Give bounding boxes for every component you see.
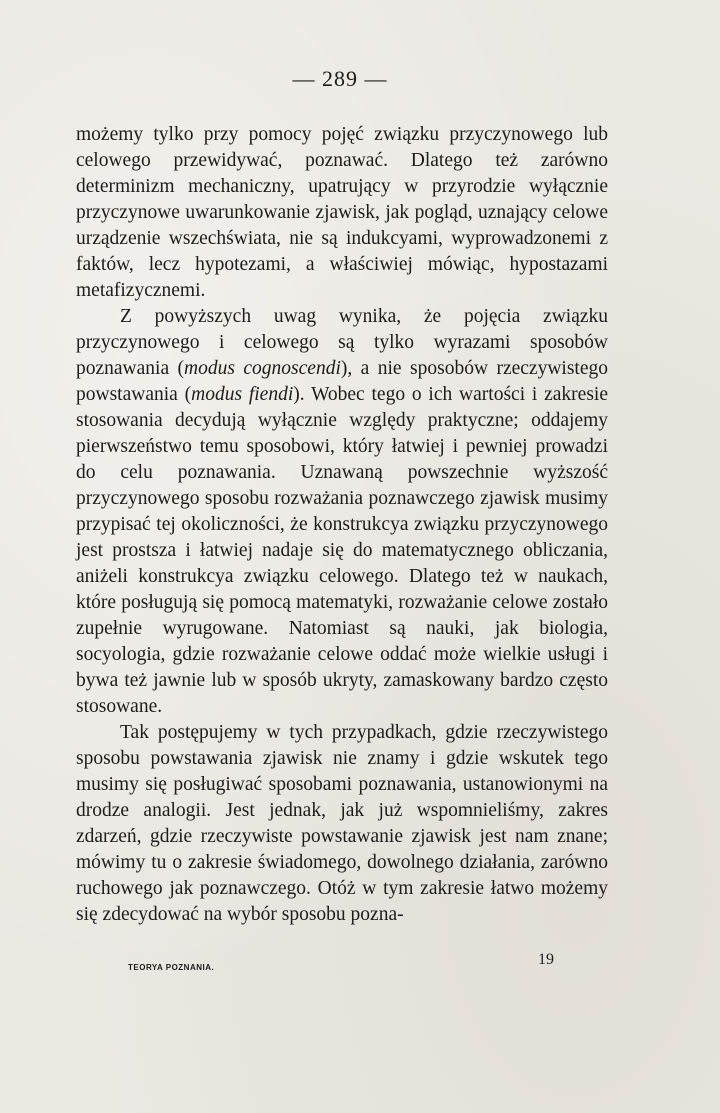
page-number: — 289 — [292, 66, 388, 91]
paragraph-2-part-3: ). Wobec tego o ich wartości i zakresie stosowania decydują wyłącznie względy praktyczne; oddajemy pierwszeństwo temu sposobowi, który łatwiej i pewniej prowadzi do celu poznawania. Uznawaną powszechnie wyższość przyczynowego sposobu rozważania poznawczego zjawisk musimy przypisać tej okoliczności, że konstrukcya związku przyczynowego jest prostsza i łatwiej nadaje się do matematycznego obliczania, aniżeli konstrukcya związku celowego. Dlatego też w naukach, które posługują się pomocą matematyki, rozważanie celowe zostało zupełnie wyrugowane. Natomiast są nauki, jak biologia, socyologia, gdzie rozważanie celowe oddać może wielkie usługi i bywa też jawnie lub w sposób ukryty, zamaskowany bardzo często stosowane. [76, 384, 608, 717]
paragraph-2 [76, 304, 608, 720]
italic-modus-cognoscendi: modus cognoscendi [184, 358, 341, 379]
italic-modus-fiendi: modus fiendi [191, 384, 294, 405]
paragraph-3: Tak postępujemy w tych przypadkach, gdzie rzeczywistego sposobu powstawania zjawisk nie znamy i gdzie wskutek tego musimy się posługiwać sposobami poznawania, ustanowionymi na drodze analogii. Jest jednak, jak już wspomnieliśmy, zakres zdarzeń, gdzie rzeczywiste powstawanie zjawisk jest nam znane; mówimy tu o zakresie świadomego, dowolnego działania, zarówno ruchowego jak poznawczego. Otóż w tym zakresie łatwo możemy się zdecydować na wybór sposobu pozna- [76, 722, 608, 925]
body-text [76, 122, 608, 928]
sheet-number: 19 [538, 951, 554, 968]
signature-mark: TEORYA POZNANIA. [128, 963, 215, 972]
paragraph-2-part-2: ), a nie sposobów rzeczywistego powstawania ( [76, 358, 608, 405]
paragraph-1: możemy tylko przy pomocy pojęć związku przyczynowego lub celowego przewidywać, poznawać. Dlatego też zarówno determinizm mechaniczny, upatrujący w przyrodzie wyłącznie przyczynowe uwarunkowanie zjawisk, jak pogląd, uznający celowe urządzenie wszechświata, nie są indukcyami, wyprowadzonemi z faktów, lecz hypotezami, a właściwiej mówiąc, hypostazami metafizycznemi. [76, 124, 608, 301]
paragraph-2-part-1: Z powyższych uwag wynika, że pojęcia związku przyczynowego i celowego są tylko wyrazami sposobów poznawania ( [76, 306, 608, 379]
